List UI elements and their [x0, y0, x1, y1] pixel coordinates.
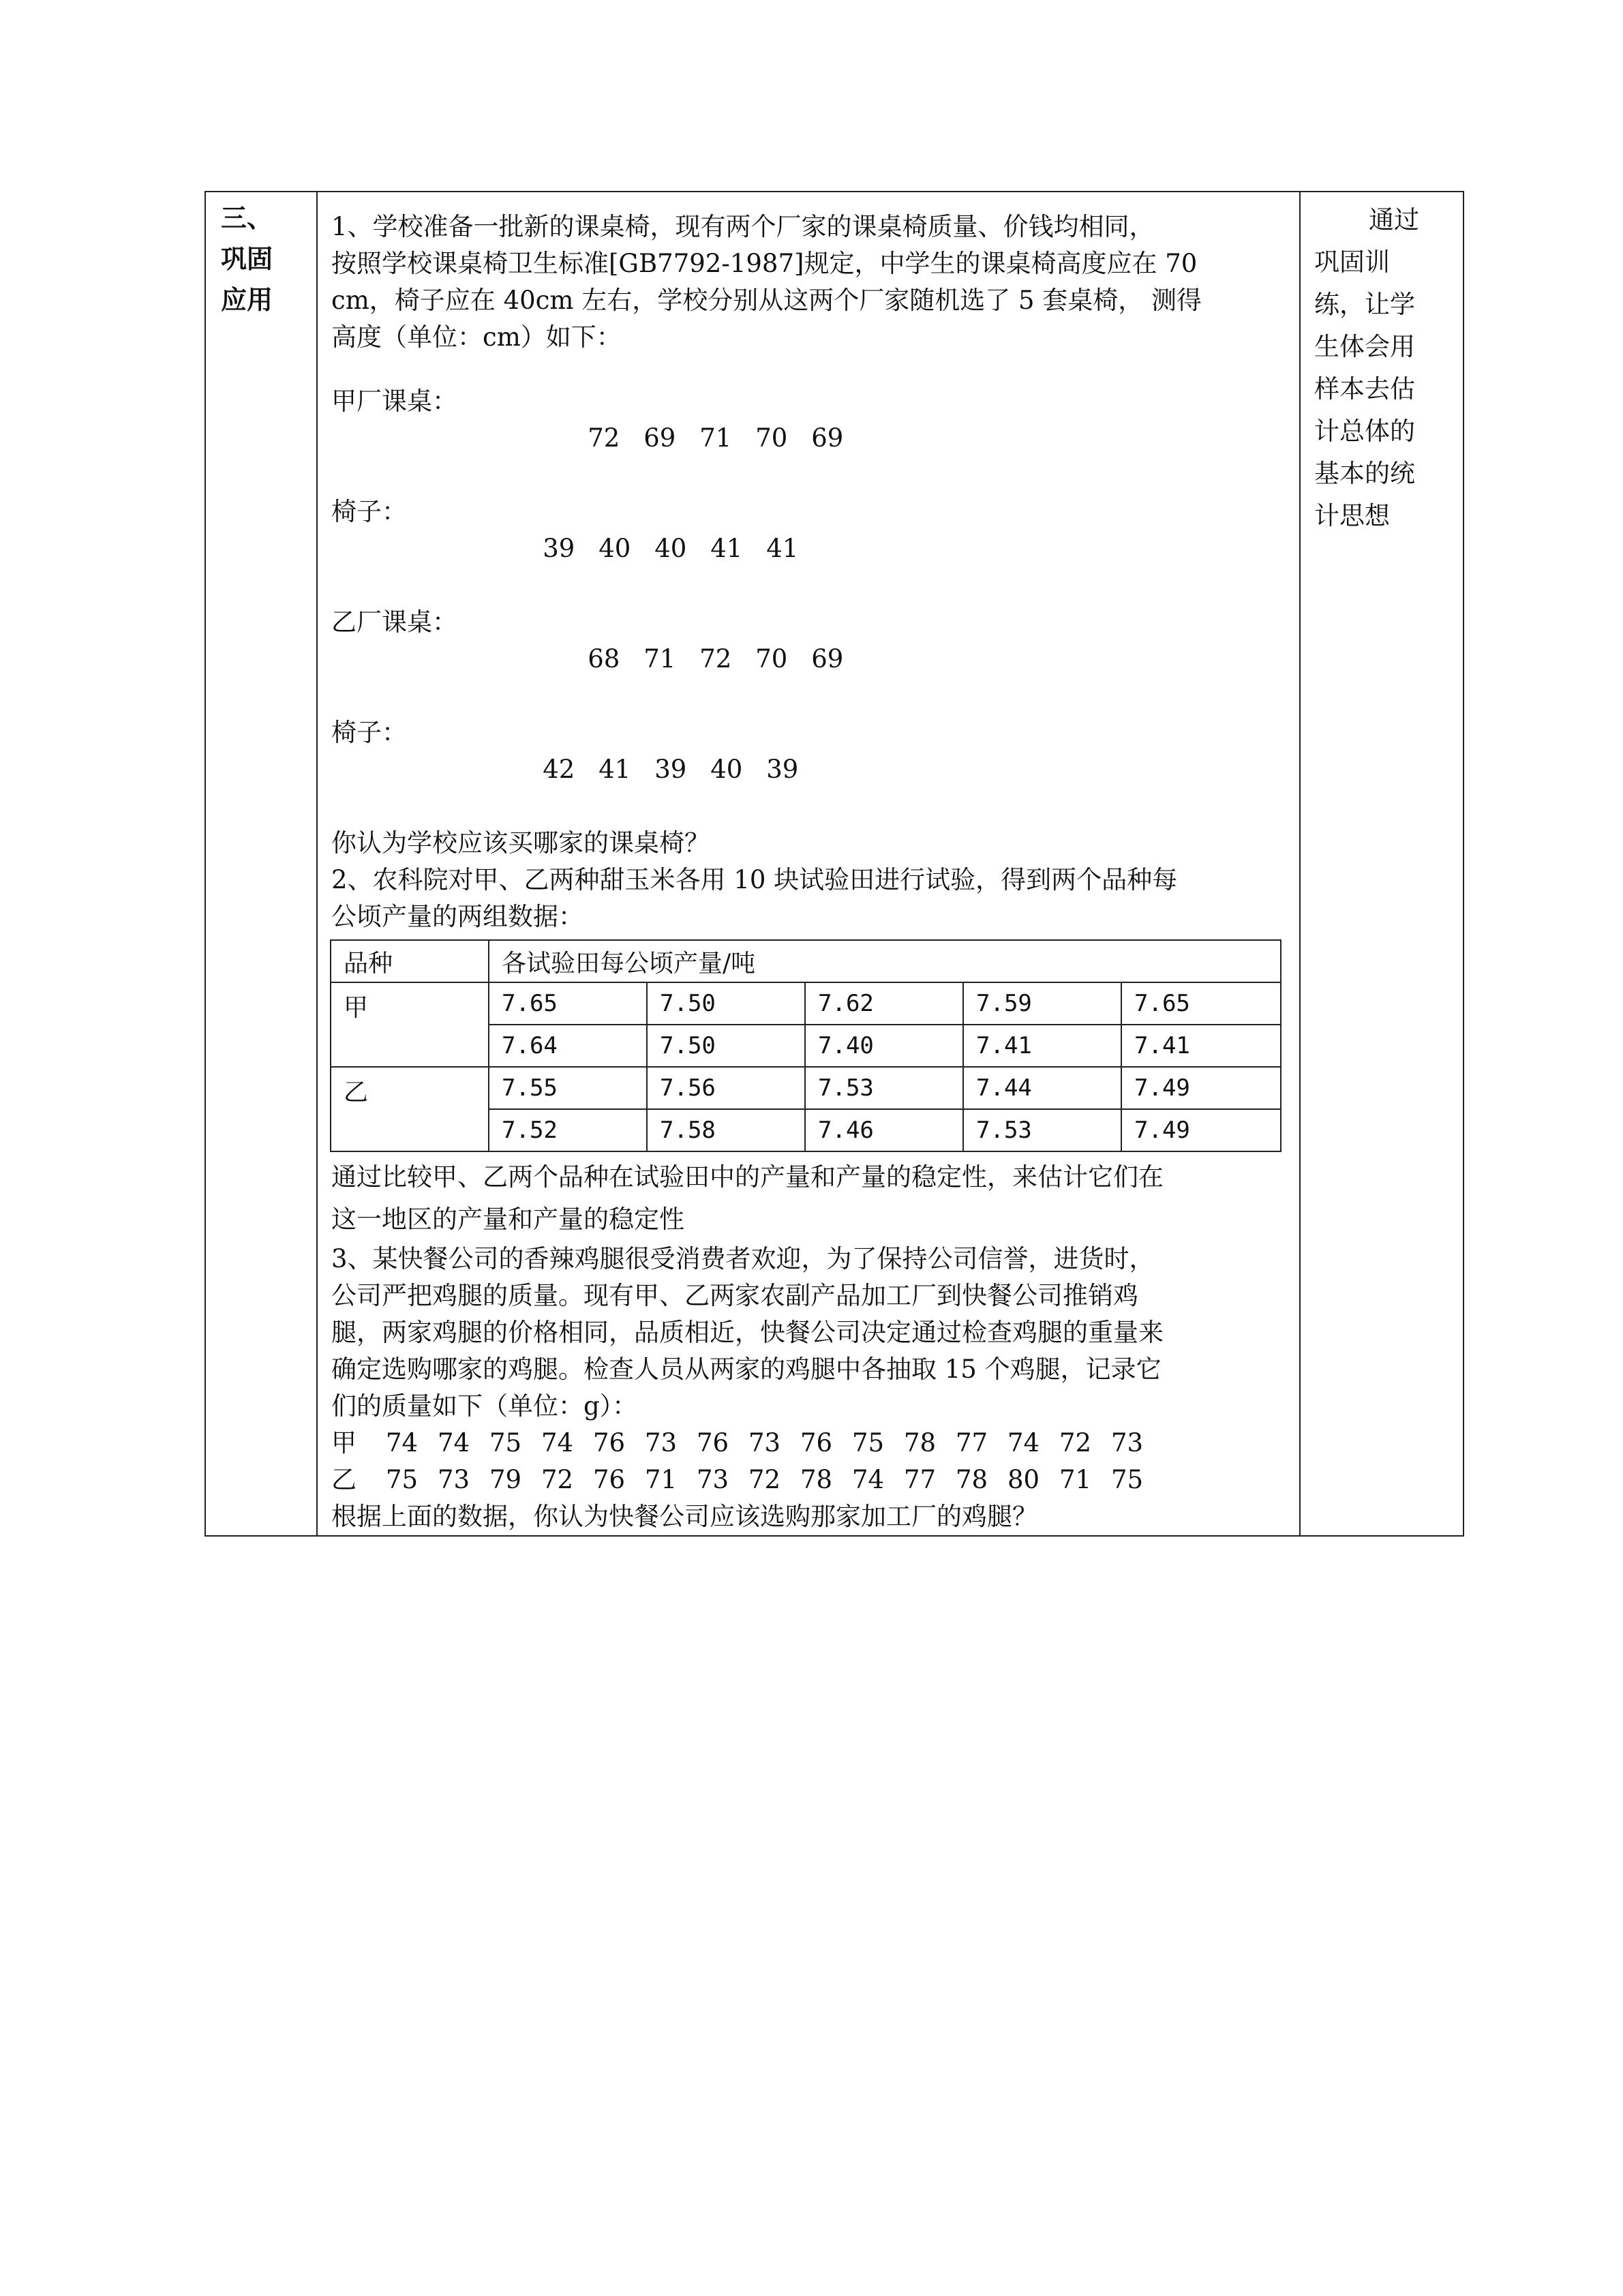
q1-data-row [331, 604, 1286, 714]
q2-line: 2、农科院对甲、乙两种甜玉米各用 10 块试验田进行试验，得到两个品种每 [331, 865, 1178, 894]
q3-value: 76 [800, 1428, 833, 1457]
q3-series-row [331, 1425, 1286, 1462]
q1-value: 71 [643, 644, 676, 674]
q3-line: 腿，两家鸡腿的价格相同，品质相近，快餐公司决定通过检查鸡腿的重量来 [331, 1318, 1164, 1347]
q3-value: 77 [956, 1428, 988, 1457]
q3-value: 75 [852, 1428, 885, 1457]
q1-value: 68 [588, 644, 620, 674]
stage-cell [205, 192, 317, 1536]
yield-cell: 7.40 [805, 1025, 963, 1067]
goal-line: 巩固训 [1314, 247, 1390, 277]
yield-cell: 7.59 [963, 982, 1121, 1025]
q3-value: 78 [956, 1465, 988, 1494]
question-1 [331, 209, 1286, 862]
stage-title-line-2: 巩固 [221, 243, 273, 274]
q3-value: 80 [1007, 1465, 1040, 1494]
q1-value: 40 [654, 534, 687, 563]
q3-value: 72 [541, 1465, 574, 1494]
yield-table-header [331, 940, 1281, 982]
question-3 [331, 1241, 1286, 1535]
q2-line: 公顷产量的两组数据： [331, 902, 583, 931]
q3-series-name: 甲 [331, 1428, 357, 1457]
lesson-table [204, 191, 1464, 1537]
q1-row-values [459, 383, 867, 494]
q3-value: 72 [748, 1465, 781, 1494]
q1-row-values [459, 604, 867, 714]
q1-line: 按照学校课桌椅卫生标准[GB7792-1987]规定，中学生的课桌椅高度应在 70 [331, 249, 1198, 278]
yield-cell: 7.50 [647, 1025, 805, 1067]
q1-value: 72 [588, 423, 620, 453]
q1-value: 39 [766, 755, 799, 784]
q1-value: 40 [710, 755, 743, 784]
q3-value: 72 [1059, 1428, 1092, 1457]
yield-row [331, 1067, 1281, 1109]
q1-value: 41 [766, 534, 799, 563]
lesson-row [205, 192, 1463, 1536]
header-yield: 各试验田每公顷产量/吨 [489, 940, 1281, 982]
q3-value: 73 [748, 1428, 781, 1457]
goal-line: 练，让学 [1314, 290, 1415, 319]
q1-data-row [331, 714, 1286, 825]
q3-value: 75 [489, 1428, 522, 1457]
q1-data-row [331, 494, 1286, 604]
q1-line: cm，椅子应在 40cm 左右，学校分别从这两个厂家随机选了 5 套桌椅， 测得 [331, 286, 1202, 315]
q1-line: 1、学校准备一批新的课桌椅，现有两个厂家的课桌椅质量、价钱均相同， [331, 212, 1155, 241]
q1-value: 70 [755, 644, 788, 674]
q1-value: 42 [543, 755, 575, 784]
q3-series-name: 乙 [331, 1465, 357, 1494]
q1-value: 39 [654, 755, 687, 784]
yield-cell: 7.52 [489, 1109, 647, 1151]
goal-text [1301, 192, 1434, 537]
q1-value: 39 [543, 534, 575, 563]
q1-value: 70 [755, 423, 788, 453]
q1-row-values [414, 714, 822, 825]
yield-cell: 7.53 [805, 1067, 963, 1109]
q1-question: 你认为学校应该买哪家的课桌椅？ [331, 828, 710, 858]
q3-line: 确定选购哪家的鸡腿。检查人员从两家的鸡腿中各抽取 15 个鸡腿，记录它 [331, 1355, 1162, 1384]
q1-row-values [414, 494, 822, 604]
variety-name: 乙 [331, 1067, 489, 1151]
q3-value: 73 [645, 1428, 678, 1457]
goal-line: 通过 [1369, 205, 1419, 235]
goal-line: 计思想 [1314, 501, 1390, 530]
q1-value: 41 [598, 755, 631, 784]
q3-value: 75 [1111, 1465, 1144, 1494]
yield-cell: 7.62 [805, 982, 963, 1025]
q3-value: 78 [800, 1465, 833, 1494]
yield-row [331, 982, 1281, 1025]
q3-value: 76 [593, 1428, 626, 1457]
q1-row-label: 甲厂课桌： [331, 387, 457, 416]
q3-value: 71 [645, 1465, 678, 1494]
q3-series-row [331, 1462, 1286, 1498]
q1-value: 71 [699, 423, 732, 453]
q3-value: 75 [386, 1465, 419, 1494]
yield-cell: 7.53 [963, 1109, 1121, 1151]
goal-line: 样本去估 [1314, 374, 1415, 404]
q3-value: 74 [852, 1465, 885, 1494]
goal-line: 生体会用 [1314, 332, 1415, 361]
yield-cell: 7.58 [647, 1109, 805, 1151]
q3-question: 根据上面的数据，你认为快餐公司应该选购那家加工厂的鸡腿？ [331, 1502, 1037, 1531]
yield-cell: 7.41 [963, 1025, 1121, 1067]
yield-cell: 7.49 [1121, 1067, 1281, 1109]
q1-value: 69 [811, 423, 844, 453]
yield-cell: 7.46 [805, 1109, 963, 1151]
q3-value: 74 [1007, 1428, 1040, 1457]
q1-value: 41 [710, 534, 743, 563]
yield-table [330, 939, 1281, 1152]
q1-value: 69 [643, 423, 676, 453]
q1-line: 高度（单位：cm）如下： [331, 322, 622, 352]
q3-value: 71 [1059, 1465, 1092, 1494]
q2-after-line: 这一地区的产量和产量的稳定性 [331, 1205, 684, 1234]
q2-after-line: 通过比较甲、乙两个品种在试验田中的产量和产量的稳定性，来估计它们在 [331, 1162, 1164, 1192]
goal-line: 基本的统 [1314, 459, 1415, 488]
yield-cell: 7.41 [1121, 1025, 1281, 1067]
yield-cell: 7.65 [1121, 982, 1281, 1025]
stage-title-line-1: 三、 [221, 202, 273, 233]
q1-data-row [331, 383, 1286, 494]
stage-title [206, 192, 316, 320]
q3-value: 78 [904, 1428, 937, 1457]
q3-value: 76 [593, 1465, 626, 1494]
yield-cell: 7.49 [1121, 1109, 1281, 1151]
goal-line: 计总体的 [1314, 417, 1415, 446]
q1-row-label: 乙厂课桌： [331, 607, 457, 637]
question-2 [331, 862, 1286, 1241]
header-variety: 品种 [331, 940, 489, 982]
q3-value: 73 [438, 1465, 470, 1494]
q3-value: 76 [697, 1428, 729, 1457]
q3-line: 3、某快餐公司的香辣鸡腿很受消费者欢迎，为了保持公司信誉，进货时， [331, 1244, 1155, 1273]
content-cell [317, 192, 1300, 1536]
q3-value: 74 [438, 1428, 470, 1457]
yield-cell: 7.64 [489, 1025, 647, 1067]
q1-value: 69 [811, 644, 844, 674]
yield-cell: 7.50 [647, 982, 805, 1025]
q3-value: 73 [697, 1465, 729, 1494]
q3-line: 们的质量如下（单位：g）： [331, 1391, 638, 1421]
yield-cell: 7.55 [489, 1067, 647, 1109]
stage-title-line-3: 应用 [221, 284, 273, 315]
q1-value: 40 [598, 534, 631, 563]
q3-value: 79 [489, 1465, 522, 1494]
yield-cell: 7.56 [647, 1067, 805, 1109]
q1-value: 72 [699, 644, 732, 674]
exercise-content [318, 192, 1299, 1535]
q3-value: 74 [541, 1428, 574, 1457]
goal-cell [1300, 192, 1463, 1536]
variety-name: 甲 [331, 982, 489, 1067]
q3-value: 74 [386, 1428, 419, 1457]
yield-cell: 7.65 [489, 982, 647, 1025]
q1-row-label: 椅子： [331, 718, 407, 747]
q1-row-label: 椅子： [331, 497, 407, 526]
q3-value: 73 [1111, 1428, 1144, 1457]
q3-value: 77 [904, 1465, 937, 1494]
q3-line: 公司严把鸡腿的质量。现有甲、乙两家农副产品加工厂到快餐公司推销鸡 [331, 1281, 1138, 1310]
yield-cell: 7.44 [963, 1067, 1121, 1109]
